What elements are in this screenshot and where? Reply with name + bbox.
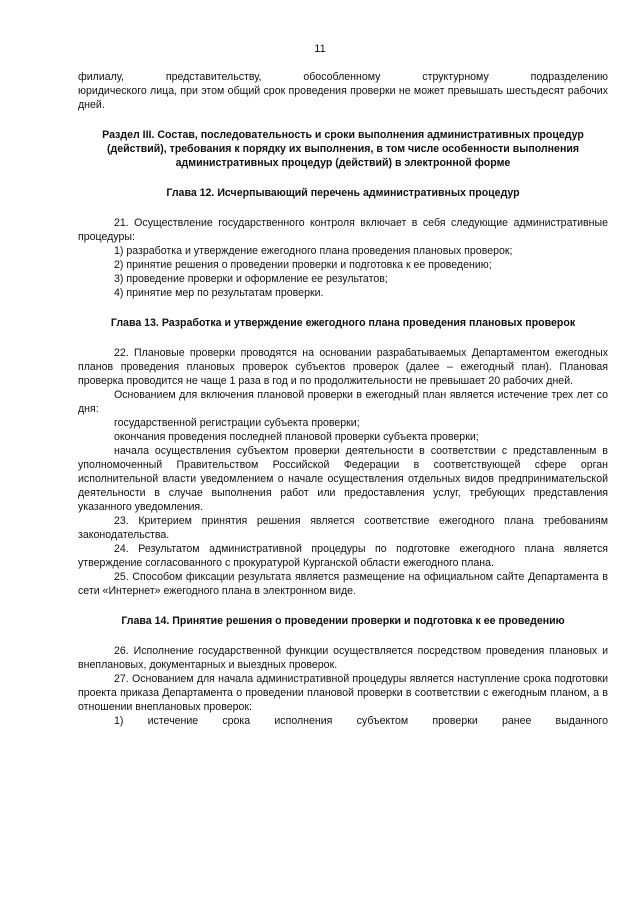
- chapter-12-heading: Глава 12. Исчерпывающий перечень административных процедур: [166, 187, 520, 199]
- paragraph-27: 27. Основанием для начала административной процедуры является наступление срока подготовки проекта приказа Департамента о проведении плановой проверки в соответствии с ежегодным планом, а в отношении внеплановых проверок:: [78, 673, 608, 713]
- paragraph-21: 21. Осуществление государственного контроля включает в себя следующие административные процедуры:: [78, 217, 608, 243]
- basis-item: окончания проведения последней плановой проверки субъекта проверки;: [114, 431, 479, 443]
- intro-paragraph: юридического лица, при этом общий срок проведения проверки не может превышать шестьдесят рабочих дней.: [78, 85, 608, 111]
- page-content: [78, 70, 608, 728]
- section-3-heading: Раздел III. Состав, последовательность и сроки выполнения административных процедур (действий), требования к порядку их выполнения, в том числе особенности выполнения административных процедур (действий) в электронной форме: [102, 129, 584, 169]
- page-number: 11: [314, 43, 326, 55]
- chapter-13-heading: Глава 13. Разработка и утверждение ежегодного плана проведения плановых проверок: [110, 317, 576, 329]
- paragraph-23: 23. Критерием принятия решения является соответствие ежегодного плана требованиям законодательства.: [78, 515, 608, 541]
- list-item: 4) принятие мер по результатам проверки.: [114, 287, 324, 299]
- basis-paragraph: Основанием для включения плановой проверки в ежегодный план является истечение трех лет со дня:: [78, 389, 608, 415]
- paragraph-26: 26. Исполнение государственной функции осуществляется посредством проведения плановых и внеплановых, документарных и выездных проверок.: [78, 645, 608, 671]
- chapter-14-heading: Глава 14. Принятие решения о проведении проверки и подготовка к ее проведению: [121, 615, 565, 627]
- paragraph-24: 24. Результатом административной процедуры по подготовке ежегодного плана является утверждение согласованного с прокуратурой Курганской области ежегодного плана.: [78, 543, 608, 569]
- list-item: 2) принятие решения о проведении проверки и подготовка к ее проведению;: [114, 259, 492, 271]
- basis-long-paragraph: начала осуществления субъектом проверки деятельности в соответствии с представленным в уполномоченный Правительством Российской Федерации в соответствующей сфере орган исполнительной власти уведомлением о начале осуществления отдельных видов предпринимательской деятельности в случае выполнения работ или предоставления услуг, требующих представления указанного уведомления.: [78, 445, 608, 513]
- intro-line-1: филиалу, представительству, обособленному структурному подразделению: [78, 71, 608, 83]
- paragraph-22: 22. Плановые проверки проводятся на основании разрабатываемых Департаментом ежегодных планов проведения плановых проверок субъектов проверок (далее – ежегодный план). Плановая проверка проводится не чаще 1 раза в год и по продолжительности не превышает 20 рабочих дней.: [78, 347, 608, 387]
- paragraph-27-item-1: 1) истечение срока исполнения субъектом проверки ранее выданного: [114, 715, 608, 727]
- list-item: 1) разработка и утверждение ежегодного плана проведения плановых проверок;: [114, 245, 513, 257]
- list-item: 3) проведение проверки и оформление ее результатов;: [114, 273, 388, 285]
- basis-item: государственной регистрации субъекта проверки;: [114, 417, 360, 429]
- paragraph-25: 25. Способом фиксации результата является размещение на официальном сайте Департамента в сети «Интернет» ежегодного плана в электронном виде.: [78, 571, 608, 597]
